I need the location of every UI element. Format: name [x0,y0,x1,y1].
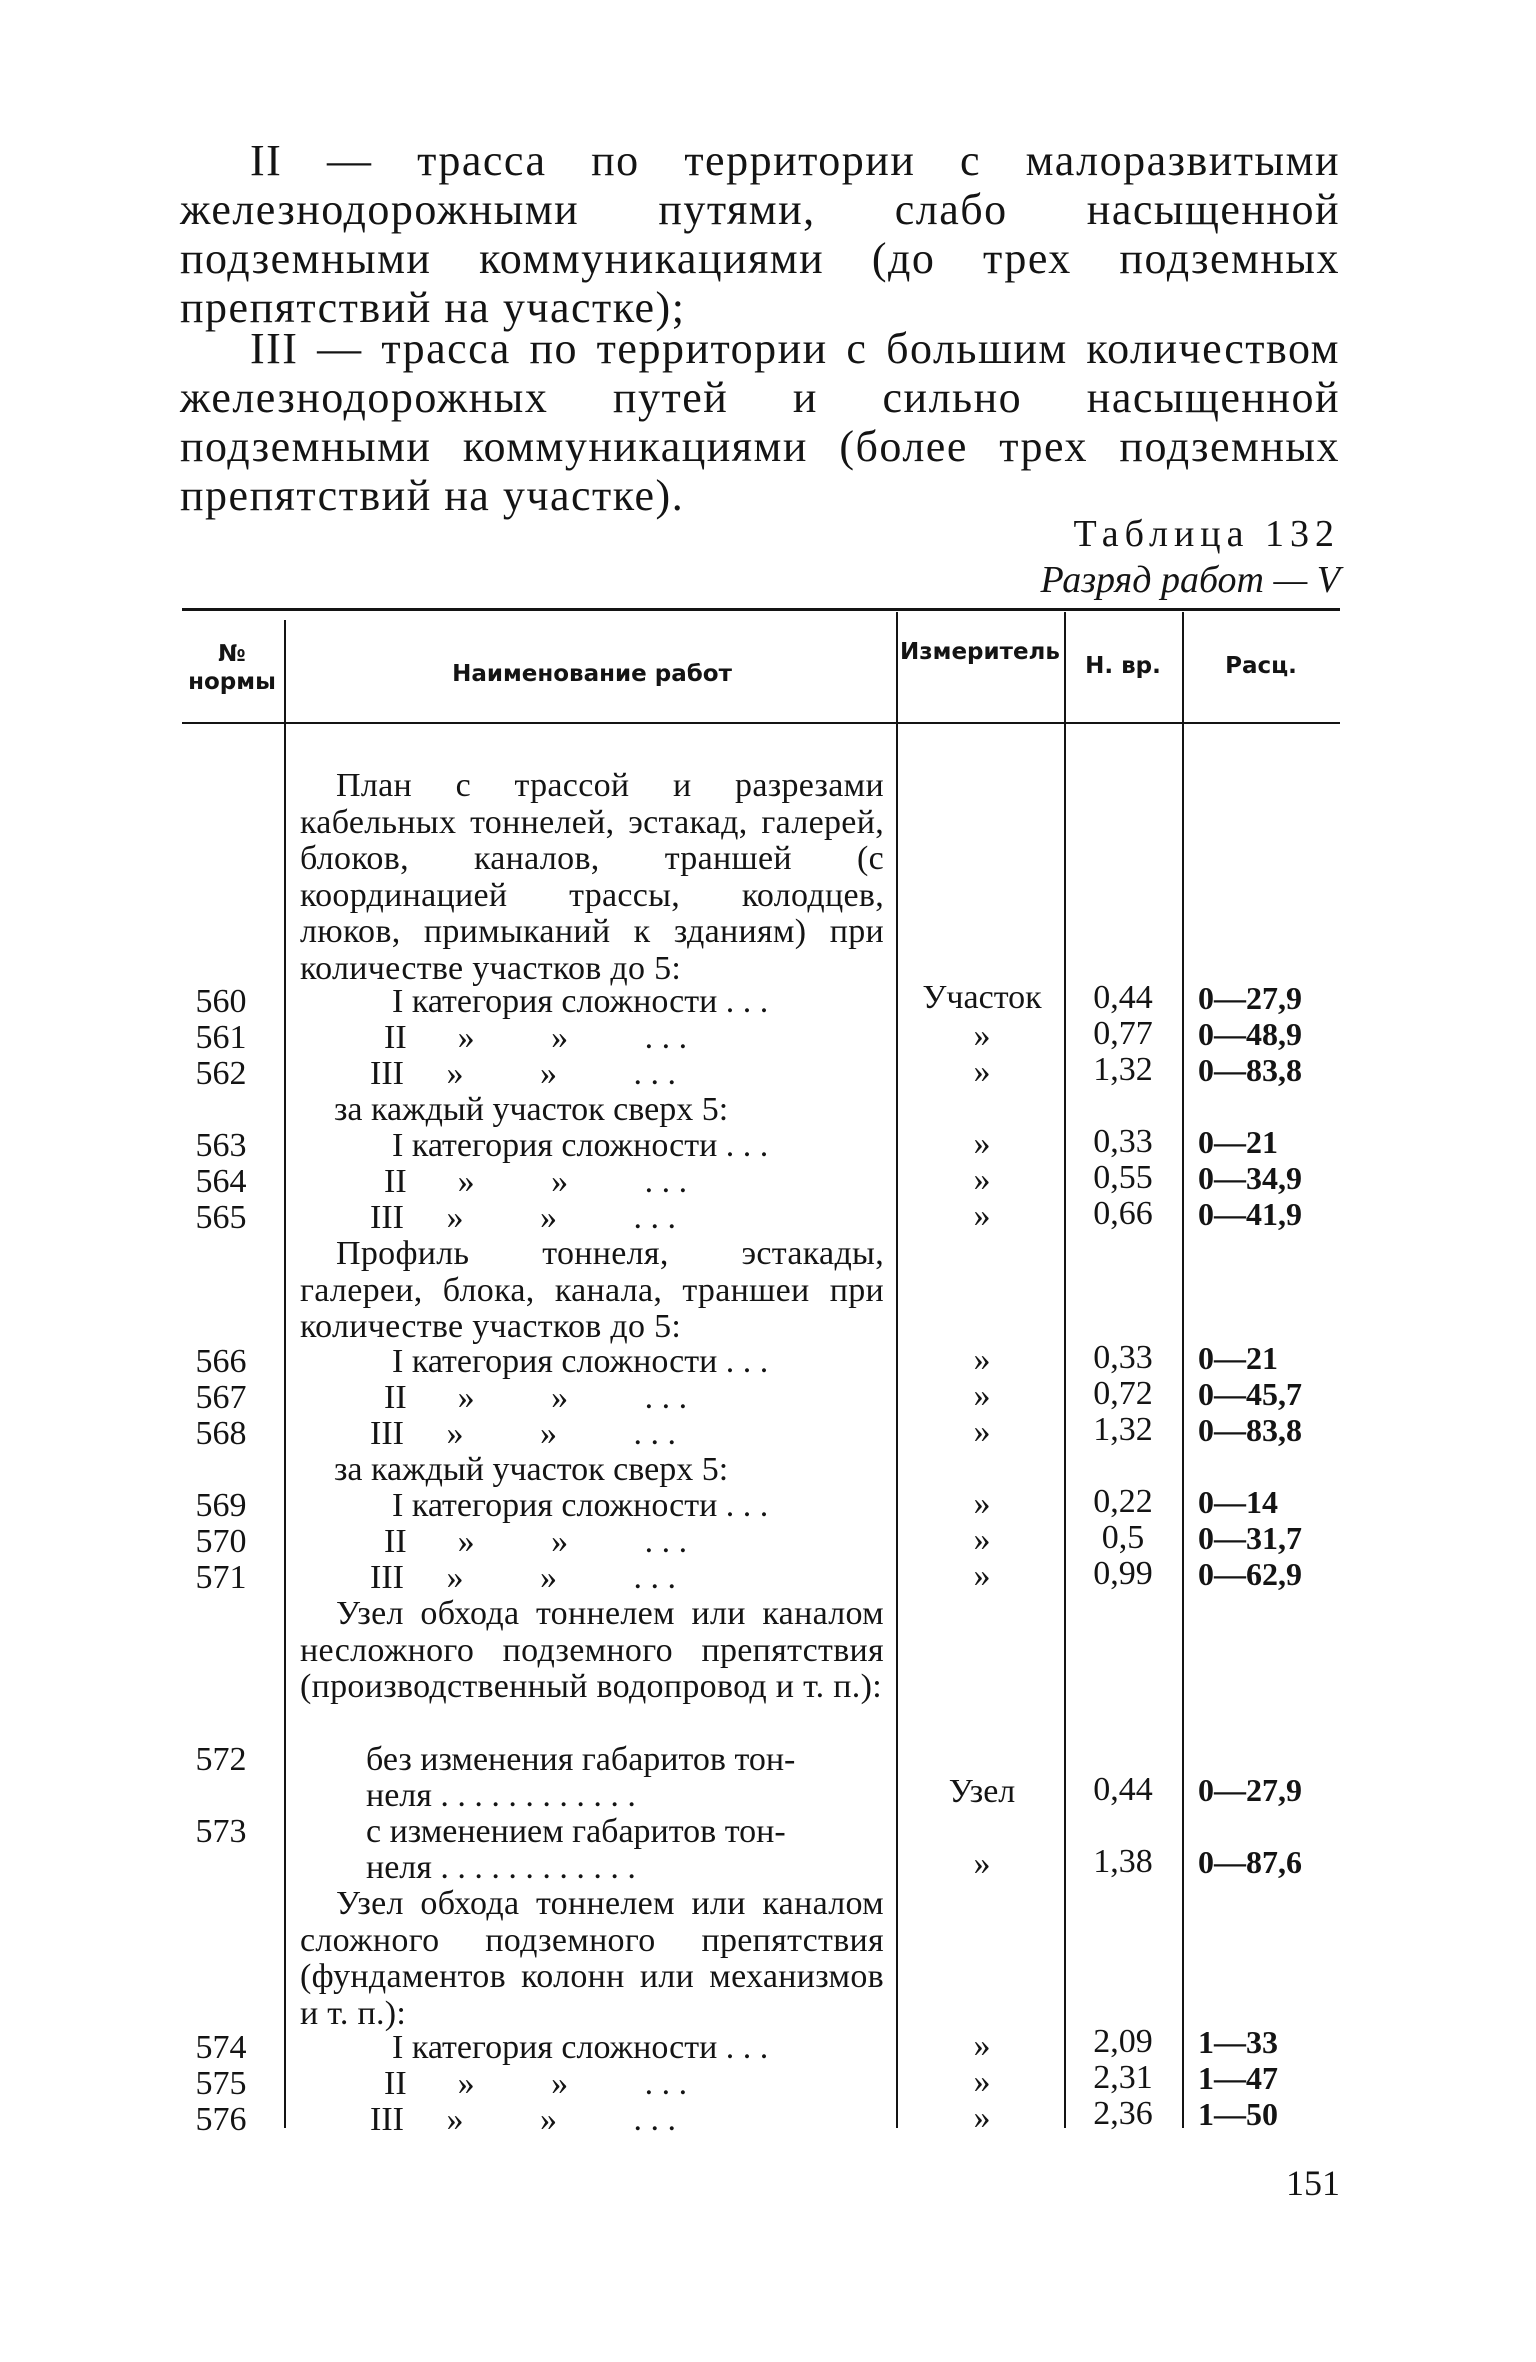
norm-number: 566 [195,1343,247,1380]
time-norm-cell: 1,32 [1093,1051,1153,1088]
rate-cell: 0—62,9 [1198,1556,1302,1592]
time-norm-cell: 2,36 [1093,2095,1153,2132]
work-name-line-1: с изменением габаритов тон- [366,1813,786,1850]
time-norm-cell: 0,33 [1093,1123,1153,1160]
rate-cell: 0—27,9 [1198,980,1302,1016]
norm-number: 572 [195,1741,247,1778]
unit-cell: » [973,1053,991,1090]
time-norm-cell: 1,38 [1093,1843,1153,1880]
column-divider [1182,612,1184,2128]
work-name-line-2: неля . . . . . . . . . . . . [366,1777,636,1814]
rate-cell: 1—50 [1198,2096,1278,2132]
norm-number: 560 [195,983,247,1020]
rate-cell: 0—48,9 [1198,1016,1302,1052]
unit-cell: » [973,1341,991,1378]
rate-cell: 0—31,7 [1198,1520,1302,1556]
work-name: III » » . . . [370,1415,676,1452]
table-caption: Таблица 132 [1073,513,1340,555]
work-name: I категория сложности . . . [392,983,769,1020]
column-divider [284,620,286,2128]
header-name: Наименование работ [452,661,732,687]
unit-cell: » [973,1557,991,1594]
work-name: II » » . . . [384,1379,688,1416]
work-name: I категория сложности . . . [392,1127,769,1164]
time-norm-cell: 2,31 [1093,2059,1153,2096]
norm-number: 563 [195,1127,247,1164]
norm-number: 571 [195,1559,247,1596]
norm-number: 562 [195,1055,247,1092]
rate-cell: 0—87,6 [1198,1844,1302,1880]
group-description: План с трассой и разрезами кабельных тоннелей, эстакад, галерей, блоков, каналов, траншей (с координацией трассы, колодцев, люков, примыканий к зданиям) при количестве участков до 5: [300,767,884,987]
unit-cell: » [973,2099,991,2136]
header-unit: Измеритель [900,639,1060,665]
work-name: I категория сложности . . . [392,2029,769,2066]
time-norm-cell: 0,5 [1101,1519,1145,1556]
rate-cell: 1—33 [1198,2024,1278,2060]
table-top-rule [182,608,1340,611]
paragraph-route-category-3: III — трасса по территории с большим количеством железнодорожных путей и сильно насыщенной подземными коммуникациями (более трех подземных препятствий на участке). [180,324,1340,520]
unit-cell: » [973,1845,991,1882]
header-norm-no: № нормы [188,641,276,695]
unit-cell: » [973,2063,991,2100]
norm-number: 574 [195,2029,247,2066]
unit-cell: » [973,1017,991,1054]
column-divider [896,612,898,2128]
rate-cell: 0—34,9 [1198,1160,1302,1196]
rate-cell: 0—45,7 [1198,1376,1302,1412]
work-name: I категория сложности . . . [392,1343,769,1380]
unit-cell: » [973,1197,991,1234]
time-norm-cell: 0,99 [1093,1555,1153,1592]
time-norm-cell: 0,44 [1093,1771,1153,1808]
paragraph-route-category-2: II — трасса по территории с малоразвитыми железнодорожными путями, слабо насыщенной подземными коммуникациями (до трех подземных препятствий на участке); [180,136,1340,332]
time-norm-cell: 2,09 [1093,2023,1153,2060]
norm-number: 564 [195,1163,247,1200]
group-description: Узел обхода тоннелем или каналом сложного подземного препятствия (фундаментов колонн или механизмов и т. п.): [300,1885,884,2032]
norm-number: 576 [195,2101,247,2138]
group-description: Узел обхода тоннелем или каналом несложного подземного препятствия (производственный водопровод и т. п.): [300,1595,884,1705]
time-norm-cell: 0,77 [1093,1015,1153,1052]
unit-cell: » [973,1485,991,1522]
time-norm-cell: 0,33 [1093,1339,1153,1376]
work-name-line-2: неля . . . . . . . . . . . . [366,1849,636,1886]
unit-cell: » [973,2027,991,2064]
work-name: II » » . . . [384,2065,688,2102]
norm-number: 575 [195,2065,247,2102]
work-name: II » » . . . [384,1523,688,1560]
table-subcaption: Разряд работ — V [1040,559,1340,601]
rate-cell: 0—27,9 [1198,1772,1302,1808]
header-time: Н. вр. [1085,653,1161,679]
subgroup-heading: за каждый участок сверх 5: [334,1091,729,1128]
header-rate: Расц. [1225,653,1297,679]
unit-cell: Узел [948,1773,1016,1810]
subgroup-heading: за каждый участок сверх 5: [334,1451,729,1488]
work-name: III » » . . . [370,2101,676,2138]
norm-number: 565 [195,1199,247,1236]
norm-number: 573 [195,1813,247,1850]
unit-cell: » [973,1413,991,1450]
time-norm-cell: 0,72 [1093,1375,1153,1412]
work-name: III » » . . . [370,1199,676,1236]
rate-cell: 0—83,8 [1198,1052,1302,1088]
time-norm-cell: 0,55 [1093,1159,1153,1196]
work-name: III » » . . . [370,1559,676,1596]
work-name: II » » . . . [384,1163,688,1200]
norm-number: 567 [195,1379,247,1416]
norm-number: 569 [195,1487,247,1524]
work-name: I категория сложности . . . [392,1487,769,1524]
rate-cell: 0—83,8 [1198,1412,1302,1448]
norm-number: 568 [195,1415,247,1452]
work-name: III » » . . . [370,1055,676,1092]
work-name-line-1: без изменения габаритов тон- [366,1741,796,1778]
work-name: II » » . . . [384,1019,688,1056]
norm-number: 561 [195,1019,247,1056]
norm-number: 570 [195,1523,247,1560]
time-norm-cell: 0,22 [1093,1483,1153,1520]
time-norm-cell: 1,32 [1093,1411,1153,1448]
unit-cell: » [973,1377,991,1414]
time-norm-cell: 0,44 [1093,979,1153,1016]
time-norm-cell: 0,66 [1093,1195,1153,1232]
table-header-rule [182,722,1340,724]
rate-cell: 1—47 [1198,2060,1278,2096]
unit-cell: » [973,1125,991,1162]
group-description: Профиль тоннеля, эстакады, галереи, блока, канала, траншеи при количестве участков до 5: [300,1235,884,1345]
unit-cell: Участок [922,979,1042,1016]
unit-cell: » [973,1161,991,1198]
rate-cell: 0—14 [1198,1484,1278,1520]
unit-cell: » [973,1521,991,1558]
rate-cell: 0—21 [1198,1340,1278,1376]
rate-cell: 0—21 [1198,1124,1278,1160]
rate-cell: 0—41,9 [1198,1196,1302,1232]
page-number: 151 [1286,2163,1340,2203]
